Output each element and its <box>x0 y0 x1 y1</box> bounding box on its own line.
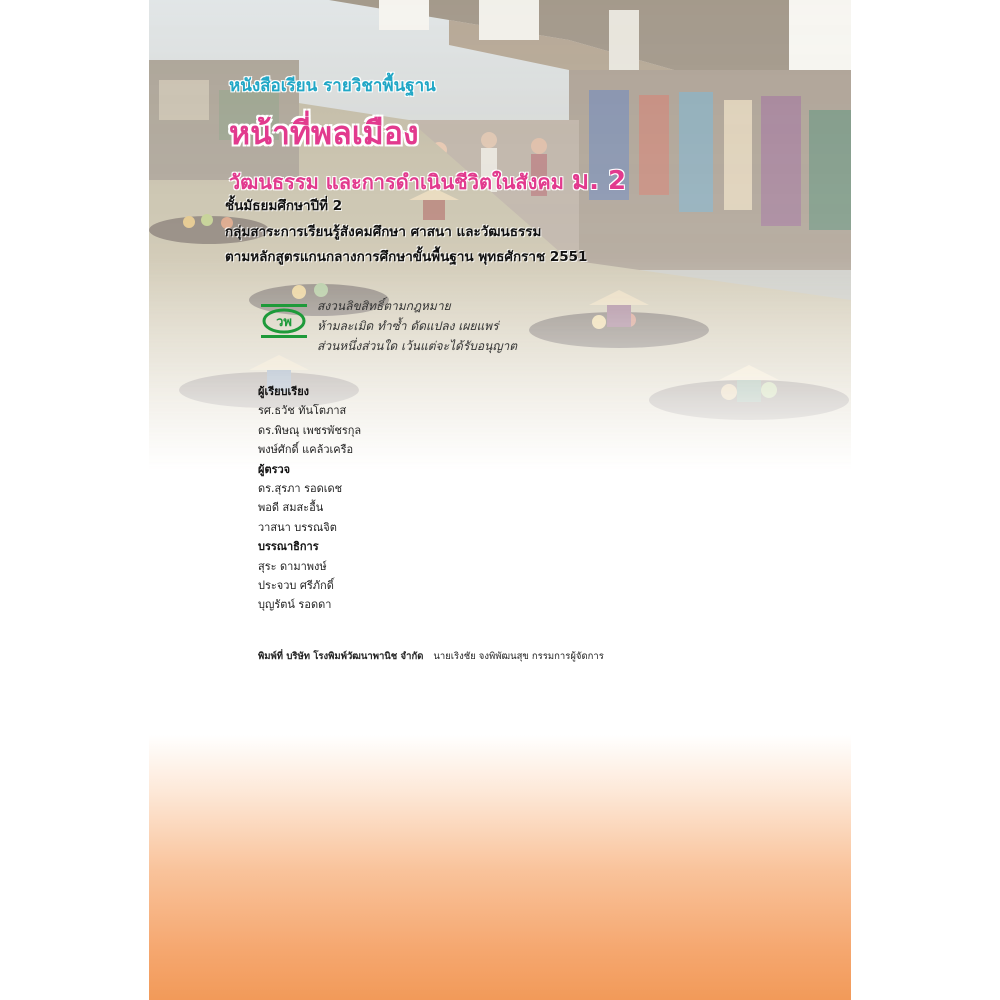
copyright-line: ส่วนหนึ่งส่วนใด เว้นแต่จะได้รับอนุญาต <box>317 339 518 353</box>
publisher-logo <box>259 300 309 342</box>
reviewers-heading: ผู้ตรวจ <box>258 462 291 476</box>
grade-label: ม. 2 <box>571 166 627 196</box>
strand-line: กลุ่มสาระการเรียนรู้สังคมศึกษา ศาสนา และวัฒนธรรม <box>225 224 542 240</box>
book-title: หน้าที่พลเมือง <box>229 114 419 152</box>
editor-name: บุญรัตน์ รอดดา <box>258 598 332 612</box>
printer-line <box>258 649 604 664</box>
logo-text: วพ <box>276 315 292 330</box>
cover-content <box>149 0 851 1000</box>
compiler-name: รศ.ธวัช ทันโตภาส <box>258 404 347 418</box>
series-label: หนังสือเรียน รายวิชาพื้นฐาน <box>229 76 436 96</box>
compilers-heading: ผู้เรียบเรียง <box>258 385 310 398</box>
book-cover-page <box>149 0 851 1000</box>
editors-heading: บรรณาธิการ <box>258 540 319 554</box>
level-line: ชั้นมัธยมศึกษาปีที่ 2 <box>225 198 343 214</box>
reviewer-name: วาสนา บรรณจิต <box>258 520 337 534</box>
credits-block <box>258 382 361 615</box>
reviewer-name: ดร.สุรภา รอดเดช <box>258 482 343 496</box>
editor-name: สุระ ดามาพงษ์ <box>258 559 327 573</box>
copyright-notice <box>317 296 517 356</box>
copyright-line: สงวนลิขสิทธิ์ตามกฎหมาย <box>317 299 451 313</box>
editor-name: ประจวบ ศรีภักดิ์ <box>258 579 334 593</box>
printer-manager: นายเริงชัย จงพิพัฒนสุข กรรมการผู้จัดการ <box>433 651 604 662</box>
compiler-name: ดร.พิษณุ เพชรพัชรกุล <box>258 423 362 437</box>
curriculum-line: ตามหลักสูตรแกนกลางการศึกษาขั้นพื้นฐาน พุทธศักราช 2551 <box>225 249 588 265</box>
copyright-line: ห้ามละเมิด ทำซ้ำ ดัดแปลง เผยแพร่ <box>317 319 499 333</box>
compiler-name: พงษ์ศักดิ์ แคล้วเครือ <box>258 443 354 457</box>
reviewer-name: พอดี สมสะอื้น <box>258 501 324 515</box>
printer-name: พิมพ์ที่ บริษัท โรงพิมพ์วัฒนาพานิช จำกัด <box>258 651 424 662</box>
subject-text: วัฒนธรรม และการดำเนินชีวิตในสังคม <box>229 170 564 194</box>
